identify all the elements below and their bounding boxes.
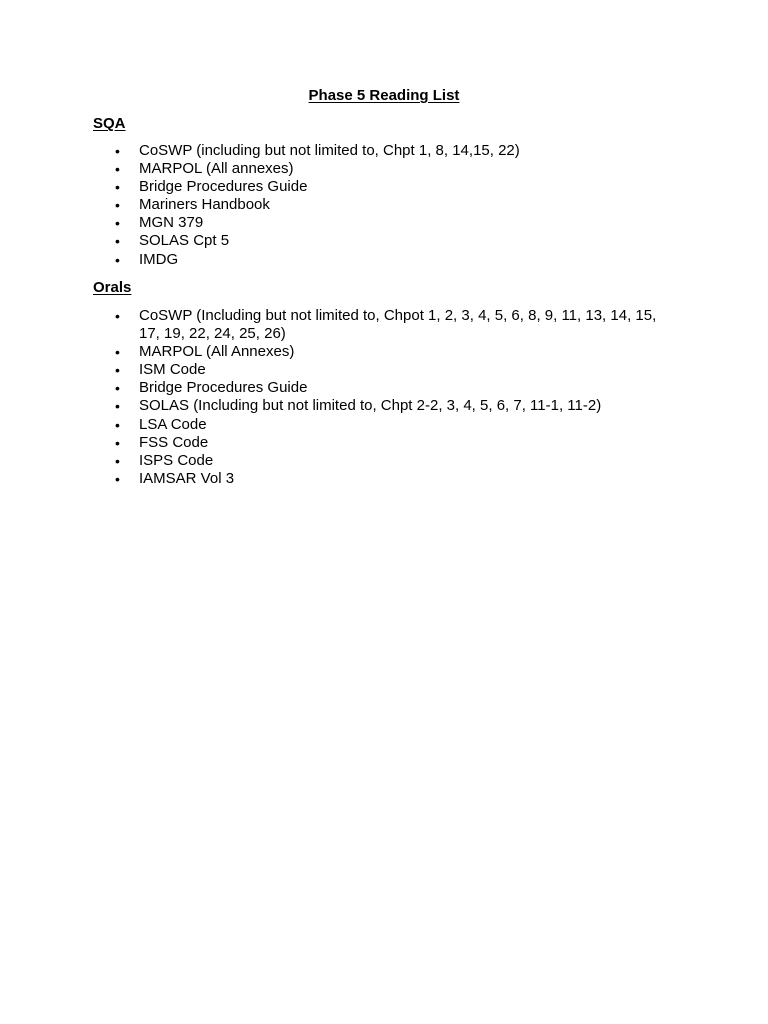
list-item bbox=[0, 214, 768, 232]
list-item-text: MGN 379 bbox=[139, 214, 204, 232]
list-item-text: SOLAS Cpt 5 bbox=[139, 232, 230, 250]
list-item bbox=[0, 452, 768, 470]
section-heading-sqa: SQA bbox=[93, 115, 126, 132]
orals-reading-list bbox=[0, 307, 768, 488]
list-item-text: MARPOL (All Annexes) bbox=[139, 343, 295, 361]
list-item-text: CoSWP (Including but not limited to, Chpot 1, 2, 3, 4, 5, 6, 8, 9, 11, 13, 14, 15, 17, 19, 22, 24, 25, 26) bbox=[139, 307, 657, 343]
list-item bbox=[0, 361, 768, 379]
bullet-icon: • bbox=[115, 161, 120, 178]
bullet-icon: • bbox=[115, 197, 120, 214]
bullet-icon: • bbox=[115, 452, 120, 469]
bullet-icon: • bbox=[115, 434, 120, 451]
page-title bbox=[0, 86, 768, 105]
bullet-icon: • bbox=[115, 233, 120, 250]
list-item-text: SOLAS (Including but not limited to, Chpt 2-2, 3, 4, 5, 6, 7, 11-1, 11-2) bbox=[139, 397, 602, 415]
bullet-icon: • bbox=[115, 398, 120, 415]
list-item bbox=[0, 434, 768, 452]
list-item bbox=[0, 307, 768, 343]
bullet-icon: • bbox=[115, 143, 120, 159]
bullet-icon: • bbox=[115, 416, 120, 433]
list-item bbox=[0, 232, 768, 250]
list-item-text: IMDG bbox=[139, 250, 179, 268]
bullet-icon: • bbox=[115, 362, 120, 379]
list-item bbox=[0, 343, 768, 361]
list-item-text: FSS Code bbox=[139, 433, 209, 451]
list-item-text: IAMSAR Vol 3 bbox=[139, 469, 235, 487]
list-item-text: Bridge Procedures Guide bbox=[139, 379, 308, 397]
bullet-icon: • bbox=[115, 470, 120, 487]
list-item bbox=[0, 379, 768, 397]
bullet-icon: • bbox=[115, 380, 120, 397]
list-item bbox=[0, 178, 768, 196]
list-item-text: Bridge Procedures Guide bbox=[139, 178, 308, 196]
list-item-text: ISPS Code bbox=[139, 451, 214, 469]
bullet-icon: • bbox=[115, 308, 120, 324]
bullet-icon: • bbox=[115, 179, 120, 196]
bullet-icon: • bbox=[115, 344, 120, 361]
list-item-text: LSA Code bbox=[139, 415, 207, 433]
sqa-reading-list bbox=[0, 142, 768, 269]
section-heading-orals: Orals bbox=[93, 279, 132, 296]
bullet-icon: • bbox=[115, 251, 120, 268]
list-item bbox=[0, 160, 768, 178]
list-item-text: ISM Code bbox=[139, 361, 206, 379]
bullet-icon: • bbox=[115, 215, 120, 232]
list-item-text: CoSWP (including but not limited to, Chpt 1, 8, 14,15, 22) bbox=[139, 142, 520, 159]
list-item bbox=[0, 397, 768, 415]
list-item-text: MARPOL (All annexes) bbox=[139, 160, 294, 178]
list-item bbox=[0, 470, 768, 488]
list-item bbox=[0, 416, 768, 434]
list-item bbox=[0, 142, 768, 160]
list-item-text: Mariners Handbook bbox=[139, 196, 270, 214]
list-item bbox=[0, 251, 768, 269]
page-title-text: Phase 5 Reading List bbox=[308, 87, 460, 104]
list-item bbox=[0, 196, 768, 214]
